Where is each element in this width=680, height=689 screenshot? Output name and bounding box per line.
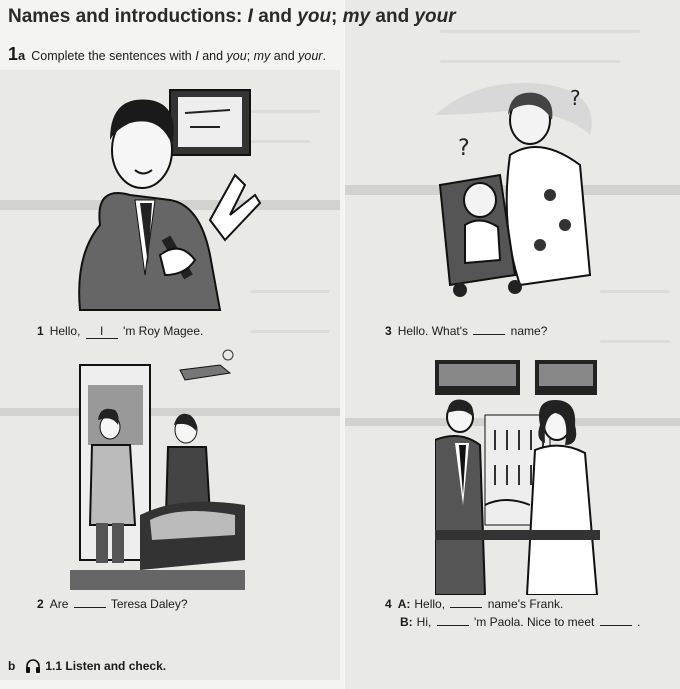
answer-blank-3[interactable] — [473, 334, 505, 335]
ghost-line — [440, 30, 640, 33]
headphones-icon[interactable] — [25, 658, 41, 674]
illustration-office-greeting — [435, 355, 600, 595]
sentence-4a: 4 A: Hello, name's Frank. — [385, 597, 564, 611]
answer-blank-4a[interactable] — [450, 607, 482, 608]
sentence-3: 3 Hello. What's name? — [385, 324, 548, 338]
page-title: Names and introductions: I and you; my and your — [8, 6, 456, 27]
answer-blank-4b[interactable] — [437, 625, 469, 626]
illustration-door-scene — [70, 345, 245, 590]
ghost-line — [600, 340, 670, 343]
answer-blank-2[interactable] — [74, 607, 106, 608]
svg-text:?: ? — [570, 86, 581, 110]
listen-and-check: b 1.1 Listen and check. — [8, 659, 167, 673]
ghost-line — [440, 60, 620, 63]
svg-text:?: ? — [458, 136, 470, 161]
answer-blank-4c[interactable] — [600, 625, 632, 626]
sentence-2: 2 Are Teresa Daley? — [37, 597, 188, 611]
ghost-line — [250, 330, 330, 333]
track-number: 1.1 — [45, 659, 63, 673]
illustration-presenter — [60, 75, 270, 315]
sentence-1: 1 Hello, I 'm Roy Magee. — [37, 324, 204, 338]
answer-blank-1[interactable]: I — [86, 324, 118, 339]
illustration-baby-and-mother — [420, 75, 620, 305]
exercise-heading: 1a Complete the sentences with I and you; my and your. — [8, 44, 326, 64]
sentence-4b: B: Hi, 'm Paola. Nice to meet . — [400, 615, 641, 629]
